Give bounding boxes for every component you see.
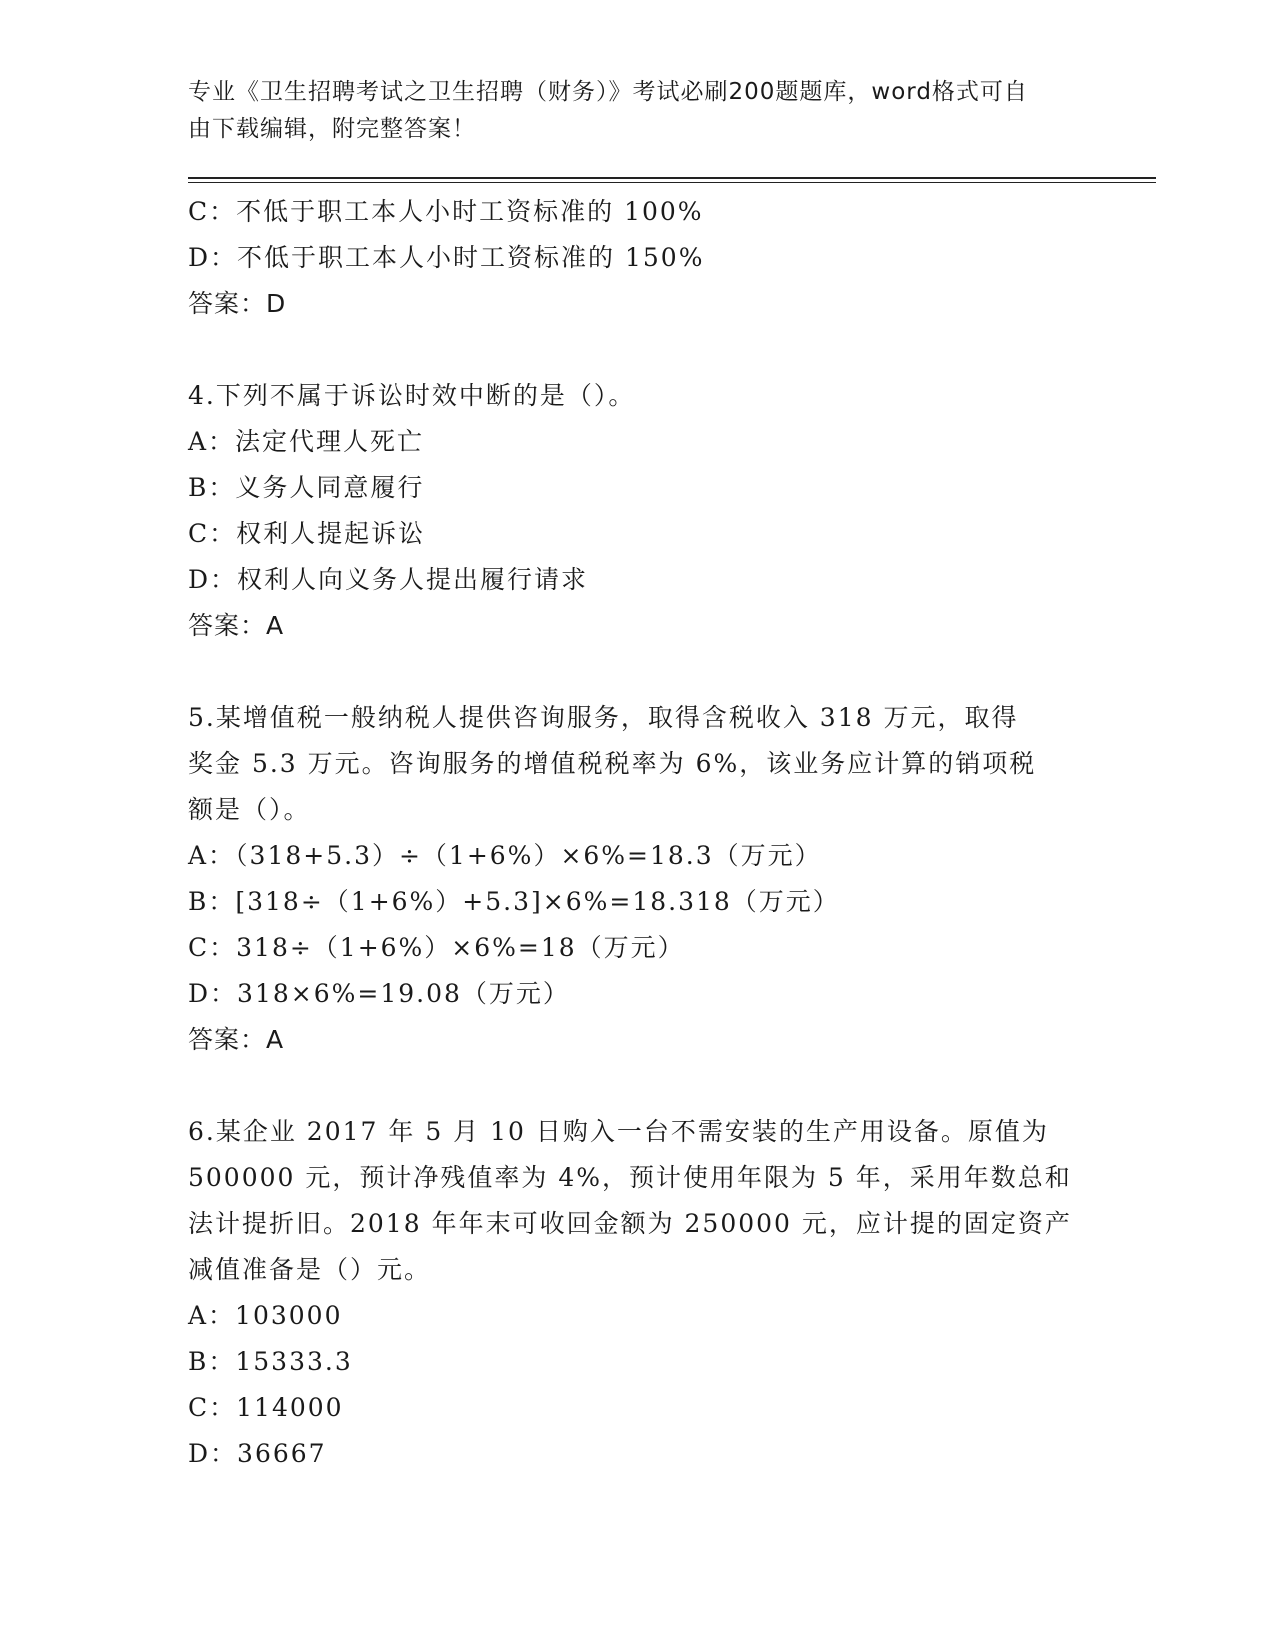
question-list <box>188 189 1118 1477</box>
question-stem <box>188 1109 1118 1293</box>
option-b: B：15333.3 <box>188 1347 353 1376</box>
stem-line: 500000 元，预计净残值率为 4%，预计使用年限为 5 年，采用年数总和 <box>188 1163 1072 1192</box>
option-c: C：318÷（1+6%）×6%=18（万元） <box>188 933 685 962</box>
stem-line: 减值准备是（）元。 <box>188 1255 432 1284</box>
option-d: D：36667 <box>188 1439 327 1468</box>
stem-line: 额是（）。 <box>188 795 311 824</box>
option-b: B：[318÷（1+6%）+5.3]×6%=18.318（万元） <box>188 887 840 916</box>
header-divider <box>188 177 1156 179</box>
option-d: D：318×6%=19.08（万元） <box>188 979 570 1008</box>
option-b: B：义务人同意履行 <box>188 473 425 502</box>
question-5 <box>188 695 1118 1063</box>
spacer <box>188 1063 1118 1109</box>
answer-line: 答案：A <box>188 1025 285 1054</box>
question-6 <box>188 1109 1118 1477</box>
option-c: C：114000 <box>188 1393 344 1422</box>
option-c: C：权利人提起诉讼 <box>188 519 426 548</box>
spacer <box>188 327 1118 373</box>
stem-line: 4.下列不属于诉讼时效中断的是（）。 <box>188 381 636 410</box>
answer-line: 答案：D <box>188 289 287 318</box>
header-line-2: 由下载编辑，附完整答案！ <box>188 116 476 142</box>
question-4 <box>188 373 1118 649</box>
spacer <box>188 649 1118 695</box>
stem-line: 法计提折旧。2018 年年末可收回金额为 250000 元，应计提的固定资产 <box>188 1209 1072 1238</box>
document-header <box>188 74 1088 148</box>
question-stem <box>188 373 1118 419</box>
option-a: A：103000 <box>188 1301 343 1330</box>
question-3 <box>188 189 1118 327</box>
stem-line: 6.某企业 2017 年 5 月 10 日购入一台不需安装的生产用设备。原值为 <box>188 1117 1049 1146</box>
answer-line: 答案：A <box>188 611 285 640</box>
header-line-1: 专业《卫生招聘考试之卫生招聘（财务）》考试必刷200题题库，word格式可自 <box>188 79 1028 105</box>
question-stem <box>188 695 1118 833</box>
option-c: C：不低于职工本人小时工资标准的 100% <box>188 197 704 226</box>
option-d: D：权利人向义务人提出履行请求 <box>188 565 589 594</box>
header-divider-thin <box>188 182 1156 183</box>
option-d: D：不低于职工本人小时工资标准的 150% <box>188 243 705 272</box>
option-a: A：法定代理人死亡 <box>188 427 425 456</box>
stem-line: 5.某增值税一般纳税人提供咨询服务，取得含税收入 318 万元，取得 <box>188 703 1019 732</box>
stem-line: 奖金 5.3 万元。咨询服务的增值税税率为 6%，该业务应计算的销项税 <box>188 749 1037 778</box>
option-a: A：（318+5.3）÷（1+6%）×6%=18.3（万元） <box>188 841 822 870</box>
